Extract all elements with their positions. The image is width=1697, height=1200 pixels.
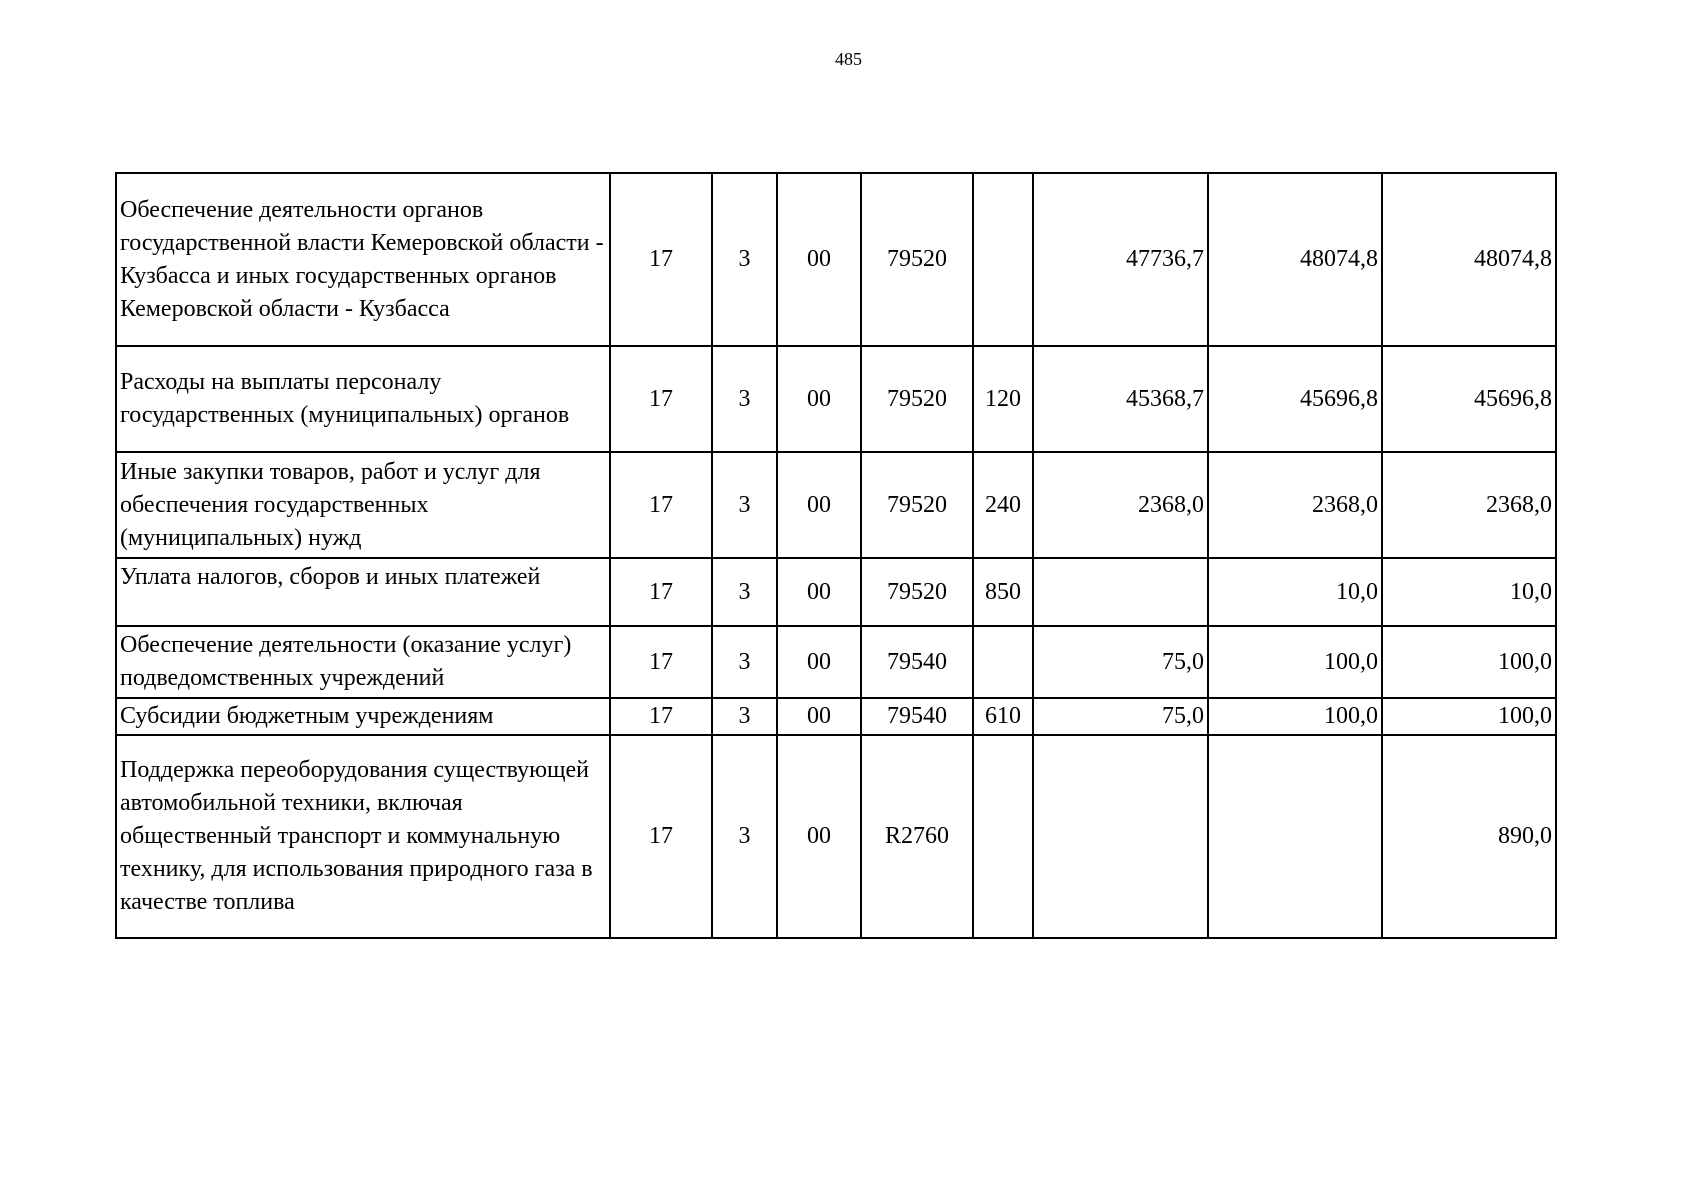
- cell-code-1: 17: [610, 346, 712, 452]
- cell-code-3: 00: [777, 735, 861, 938]
- row-description: Иные закупки товаров, работ и услуг для обеспечения государственных (муниципальных) нужд: [116, 452, 610, 558]
- cell-code-2: 3: [712, 626, 777, 698]
- cell-code-2: 3: [712, 735, 777, 938]
- cell-code-3: 00: [777, 558, 861, 626]
- cell-value-2: 10,0: [1208, 558, 1382, 626]
- cell-code-1: 17: [610, 452, 712, 558]
- table-row: [116, 558, 1556, 626]
- table-row: [116, 173, 1556, 346]
- table-row: [116, 735, 1556, 938]
- cell-value-2: 45696,8: [1208, 346, 1382, 452]
- cell-code-2: 3: [712, 558, 777, 626]
- row-description: Обеспечение деятельности органов государственной власти Кемеровской области - Кузбасса и иных государственных органов Кемеровской области - Кузбасса: [116, 173, 610, 346]
- cell-value-1: 2368,0: [1033, 452, 1208, 558]
- cell-value-3: 100,0: [1382, 626, 1556, 698]
- cell-code-4: 79520: [861, 452, 973, 558]
- table-row: [116, 346, 1556, 452]
- cell-value-2: 48074,8: [1208, 173, 1382, 346]
- cell-code-4: 79520: [861, 346, 973, 452]
- cell-code-5: [973, 173, 1033, 346]
- cell-value-1: [1033, 558, 1208, 626]
- cell-code-1: 17: [610, 626, 712, 698]
- table-row: [116, 626, 1556, 698]
- cell-code-4: 79520: [861, 558, 973, 626]
- row-description: Обеспечение деятельности (оказание услуг) подведомственных учреждений: [116, 626, 610, 698]
- cell-code-5: [973, 626, 1033, 698]
- cell-value-3: 48074,8: [1382, 173, 1556, 346]
- cell-value-3: 10,0: [1382, 558, 1556, 626]
- cell-value-2: 100,0: [1208, 626, 1382, 698]
- cell-code-1: 17: [610, 735, 712, 938]
- cell-code-2: 3: [712, 346, 777, 452]
- cell-code-3: 00: [777, 173, 861, 346]
- cell-code-2: 3: [712, 452, 777, 558]
- row-description: Субсидии бюджетным учреждениям: [116, 698, 610, 735]
- budget-table: [115, 172, 1557, 939]
- row-description: Уплата налогов, сборов и иных платежей: [116, 558, 610, 626]
- cell-code-4: 79540: [861, 698, 973, 735]
- row-description: Расходы на выплаты персоналу государственных (муниципальных) органов: [116, 346, 610, 452]
- cell-code-4: 79520: [861, 173, 973, 346]
- cell-code-2: 3: [712, 698, 777, 735]
- cell-value-3: 45696,8: [1382, 346, 1556, 452]
- cell-code-4: 79540: [861, 626, 973, 698]
- cell-value-3: 100,0: [1382, 698, 1556, 735]
- cell-code-3: 00: [777, 698, 861, 735]
- table-row: [116, 452, 1556, 558]
- cell-code-5: 850: [973, 558, 1033, 626]
- cell-code-3: 00: [777, 346, 861, 452]
- row-description: Поддержка переоборудования существующей автомобильной техники, включая общественный транспорт и коммунальную технику, для использования природного газа в качестве топлива: [116, 735, 610, 938]
- cell-code-2: 3: [712, 173, 777, 346]
- cell-code-1: 17: [610, 173, 712, 346]
- cell-value-1: 75,0: [1033, 698, 1208, 735]
- cell-value-2: 2368,0: [1208, 452, 1382, 558]
- cell-code-1: 17: [610, 558, 712, 626]
- cell-code-3: 00: [777, 626, 861, 698]
- table-row: [116, 698, 1556, 735]
- cell-code-1: 17: [610, 698, 712, 735]
- page-number: 485: [835, 49, 862, 69]
- cell-code-5: 610: [973, 698, 1033, 735]
- cell-value-2: 100,0: [1208, 698, 1382, 735]
- cell-value-1: [1033, 735, 1208, 938]
- cell-value-3: 890,0: [1382, 735, 1556, 938]
- cell-code-5: 120: [973, 346, 1033, 452]
- cell-code-5: [973, 735, 1033, 938]
- cell-code-5: 240: [973, 452, 1033, 558]
- cell-value-1: 75,0: [1033, 626, 1208, 698]
- cell-value-1: 45368,7: [1033, 346, 1208, 452]
- cell-value-3: 2368,0: [1382, 452, 1556, 558]
- cell-value-1: 47736,7: [1033, 173, 1208, 346]
- cell-code-4: R2760: [861, 735, 973, 938]
- cell-value-2: [1208, 735, 1382, 938]
- cell-code-3: 00: [777, 452, 861, 558]
